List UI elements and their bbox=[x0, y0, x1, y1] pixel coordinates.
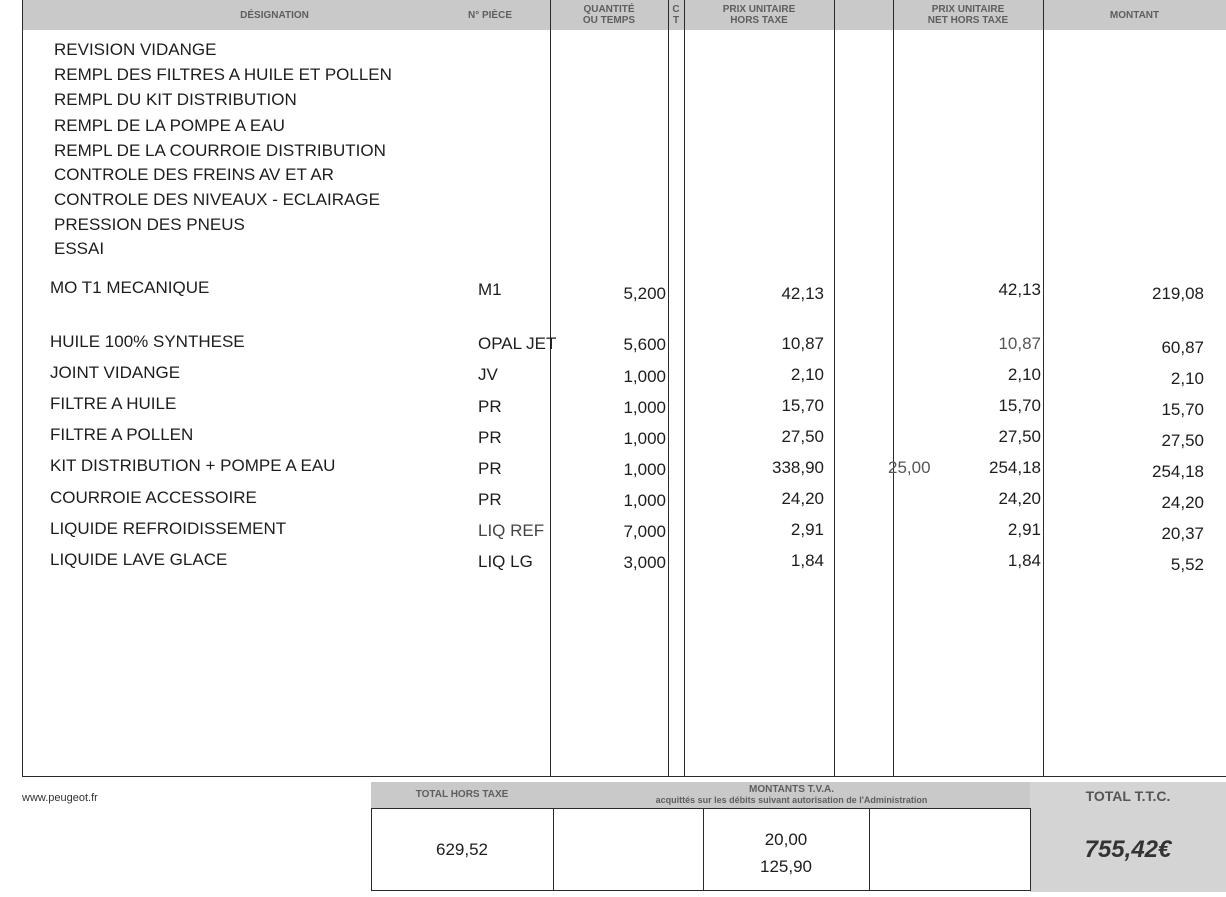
item-piece: LIQ REF bbox=[478, 521, 545, 540]
item-prix-unitaire: 42,13 bbox=[781, 284, 824, 303]
operation-line: REMPL DE LA COURROIE DISTRIBUTION bbox=[54, 141, 386, 160]
item-quantite: 1,000 bbox=[623, 367, 666, 386]
item-piece: PR bbox=[478, 397, 502, 416]
table-border-bottom bbox=[22, 776, 1226, 777]
item-quantite: 7,000 bbox=[623, 522, 666, 541]
item-prix-unitaire: 1,84 bbox=[790, 551, 824, 570]
header-prix-unitaire: PRIX UNITAIRE HORS TAXE bbox=[722, 4, 796, 26]
item-prix-unitaire: 27,50 bbox=[781, 427, 824, 446]
item-quantite: 1,000 bbox=[623, 398, 666, 417]
item-piece: M1 bbox=[478, 280, 502, 299]
footer-divider bbox=[553, 808, 554, 891]
item-quantite: 5,600 bbox=[623, 335, 666, 354]
operation-line: REVISION VIDANGE bbox=[54, 40, 217, 59]
item-prix-unitaire: 15,70 bbox=[781, 396, 824, 415]
header-quantite: QUANTITÉ OU TEMPS bbox=[582, 4, 636, 26]
footer-border-bottom bbox=[371, 890, 1030, 891]
item-piece: PR bbox=[478, 428, 502, 447]
item-montant: 219,08 bbox=[1152, 284, 1204, 303]
column-divider bbox=[684, 0, 685, 776]
item-prix-unitaire-net: 24,20 bbox=[998, 489, 1041, 508]
operation-line: CONTROLE DES NIVEAUX - ECLAIRAGE bbox=[54, 190, 380, 209]
operation-line: REMPL DE LA POMPE A EAU bbox=[54, 116, 285, 135]
tva-label: MONTANTS T.V.A. acquittés sur les débits suivant autorisation de l'Administration bbox=[553, 782, 1030, 808]
tva-rate: 20,00 bbox=[764, 830, 808, 849]
footer-divider bbox=[703, 808, 704, 891]
item-quantite: 5,200 bbox=[623, 284, 666, 303]
item-piece: OPAL JET bbox=[478, 334, 557, 353]
item-designation: COURROIE ACCESSOIRE bbox=[50, 488, 257, 507]
item-prix-unitaire: 10,87 bbox=[781, 334, 824, 353]
item-quantite: 1,000 bbox=[623, 491, 666, 510]
item-prix-unitaire: 2,91 bbox=[790, 520, 824, 539]
item-montant: 5,52 bbox=[1170, 555, 1204, 574]
operation-line: REMPL DES FILTRES A HUILE ET POLLEN bbox=[54, 65, 392, 84]
item-prix-unitaire: 24,20 bbox=[781, 489, 824, 508]
item-prix-unitaire-net: 1,84 bbox=[1007, 551, 1041, 570]
operation-line: CONTROLE DES FREINS AV ET AR bbox=[54, 165, 334, 184]
item-prix-unitaire-net: 27,50 bbox=[998, 427, 1041, 446]
item-quantite: 3,000 bbox=[623, 553, 666, 572]
item-designation: FILTRE A POLLEN bbox=[50, 425, 194, 444]
item-montant: 20,37 bbox=[1161, 524, 1204, 543]
item-prix-unitaire-net: 2,91 bbox=[1007, 520, 1041, 539]
item-designation: JOINT VIDANGE bbox=[50, 363, 181, 382]
operation-line: ESSAI bbox=[54, 239, 105, 258]
total-ttc-value: 755,42€ bbox=[1084, 836, 1172, 863]
header-prix-unitaire-net: PRIX UNITAIRE NET HORS TAXE bbox=[927, 4, 1009, 26]
column-divider bbox=[668, 0, 669, 776]
table-border-left bbox=[22, 0, 23, 776]
item-quantite: 1,000 bbox=[623, 460, 666, 479]
item-piece: PR bbox=[478, 490, 502, 509]
item-prix-unitaire: 338,90 bbox=[772, 458, 824, 477]
total-ht-value: 629,52 bbox=[436, 840, 488, 859]
column-divider bbox=[550, 0, 551, 776]
item-designation: LIQUIDE REFROIDISSEMENT bbox=[50, 519, 287, 538]
item-designation: LIQUIDE LAVE GLACE bbox=[50, 550, 228, 569]
item-designation: HUILE 100% SYNTHESE bbox=[50, 332, 245, 351]
column-divider bbox=[1043, 0, 1044, 776]
header-montant: MONTANT bbox=[1109, 9, 1160, 21]
item-quantite: 1,000 bbox=[623, 429, 666, 448]
item-prix-unitaire-net: 15,70 bbox=[998, 396, 1041, 415]
item-designation: FILTRE A HUILE bbox=[50, 394, 177, 413]
column-divider bbox=[893, 0, 894, 776]
item-montant: 15,70 bbox=[1161, 400, 1204, 419]
item-remise: 25,00 bbox=[888, 458, 931, 477]
item-designation: MO T1 MECANIQUE bbox=[50, 278, 210, 297]
item-montant: 27,50 bbox=[1161, 431, 1204, 450]
operation-line: PRESSION DES PNEUS bbox=[54, 215, 245, 234]
item-montant: 24,20 bbox=[1161, 493, 1204, 512]
item-prix-unitaire-net: 42,13 bbox=[998, 280, 1041, 299]
item-montant: 60,87 bbox=[1161, 338, 1204, 357]
item-designation: KIT DISTRIBUTION + POMPE A EAU bbox=[50, 456, 336, 475]
item-montant: 254,18 bbox=[1152, 462, 1204, 481]
column-divider bbox=[834, 0, 835, 776]
operation-line: REMPL DU KIT DISTRIBUTION bbox=[54, 90, 297, 109]
footer-divider bbox=[371, 808, 1030, 809]
footer-divider bbox=[869, 808, 870, 891]
item-piece: LIQ LG bbox=[478, 552, 533, 571]
item-prix-unitaire-net: 254,18 bbox=[989, 458, 1041, 477]
item-montant: 2,10 bbox=[1170, 369, 1204, 388]
item-prix-unitaire-net: 2,10 bbox=[1007, 365, 1041, 384]
item-prix-unitaire: 2,10 bbox=[790, 365, 824, 384]
tva-amount: 125,90 bbox=[760, 857, 812, 876]
header-piece: N° PIÈCE bbox=[467, 9, 512, 21]
item-piece: PR bbox=[478, 459, 502, 478]
item-prix-unitaire-net: 10,87 bbox=[998, 334, 1041, 353]
header-designation: DÉSIGNATION bbox=[240, 9, 309, 21]
total-ht-label: TOTAL HORS TAXE bbox=[371, 782, 553, 808]
total-ttc-label: TOTAL T.T.C. bbox=[1085, 788, 1171, 804]
website-link[interactable]: www.peugeot.fr bbox=[22, 792, 98, 804]
item-piece: JV bbox=[478, 365, 498, 384]
header-ct: C T bbox=[672, 4, 680, 26]
